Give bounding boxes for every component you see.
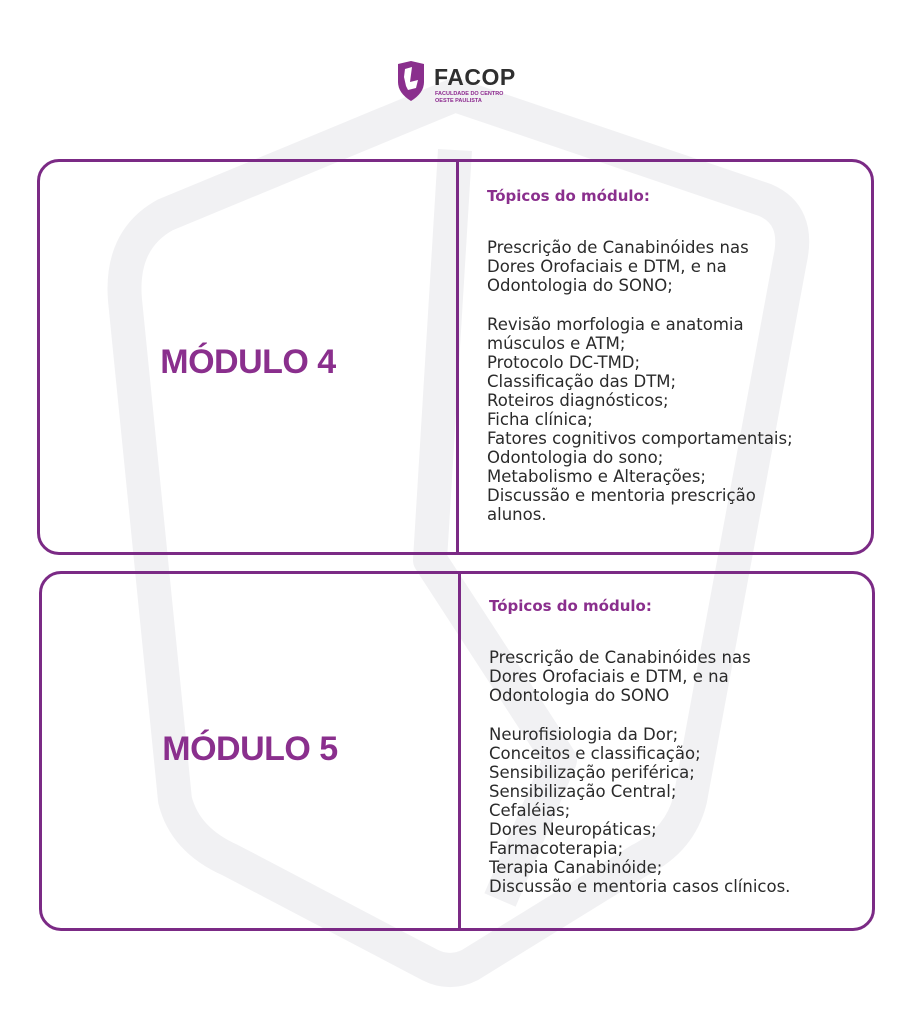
facop-shield-icon: [394, 60, 428, 102]
topic-line: Protocolo DC-TMD;: [487, 353, 641, 372]
module-topics: [489, 597, 858, 896]
topic-line: Discussão e mentoria casos clínicos.: [489, 877, 791, 896]
module-intro: [489, 648, 858, 705]
topic-line: Metabolismo e Alterações;: [487, 467, 706, 486]
topic-line: Neurofisiologia da Dor;: [489, 725, 679, 744]
topic-line: Classificação das DTM;: [487, 372, 677, 391]
facop-logo: [394, 60, 534, 110]
topic-list: [489, 725, 858, 896]
intro-line: Dores Orofaciais e DTM, e na: [487, 257, 727, 276]
topic-line: Odontologia do sono;: [487, 448, 664, 467]
module-title: MÓDULO 5: [162, 730, 338, 768]
topics-heading: Tópicos do módulo:: [487, 187, 650, 205]
intro-line: Odontologia do SONO;: [487, 276, 673, 295]
module-card-5: [39, 571, 875, 931]
brand-name: FACOP: [434, 64, 516, 90]
module-card-4: [37, 159, 874, 555]
topic-line: Revisão morfologia e anatomia: [487, 315, 744, 334]
topic-line: Terapia Canabinóide;: [489, 858, 663, 877]
topic-line: Sensibilização periférica;: [489, 763, 695, 782]
topic-line: Ficha clínica;: [487, 410, 593, 429]
topic-line: Cefaléias;: [489, 801, 571, 820]
topics-heading: Tópicos do módulo:: [489, 597, 652, 615]
module-intro: [487, 238, 857, 295]
intro-line: Prescrição de Canabinóides nas: [489, 648, 751, 667]
brand-subtitle-line: OESTE PAULISTA: [435, 98, 482, 104]
intro-line: Odontologia do SONO: [489, 686, 670, 705]
topic-line: músculos e ATM;: [487, 334, 626, 353]
topic-line: Dores Neuropáticas;: [489, 820, 657, 839]
module-title: MÓDULO 4: [160, 343, 336, 381]
card-divider: [458, 574, 461, 928]
topic-line: alunos.: [487, 505, 547, 524]
topic-line: Discussão e mentoria prescrição: [487, 486, 756, 505]
brand-subtitle: [435, 91, 525, 105]
topic-line: Roteiros diagnósticos;: [487, 391, 669, 410]
intro-line: Prescrição de Canabinóides nas: [487, 238, 749, 257]
topic-line: Conceitos e classificação;: [489, 744, 701, 763]
topic-list: [487, 315, 857, 524]
brand-subtitle-line: FACULDADE DO CENTRO: [435, 91, 504, 97]
topic-line: Fatores cognitivos comportamentais;: [487, 429, 793, 448]
intro-line: Dores Orofaciais e DTM, e na: [489, 667, 729, 686]
topic-line: Sensibilização Central;: [489, 782, 677, 801]
card-divider: [456, 162, 459, 552]
topic-line: Farmacoterapia;: [489, 839, 624, 858]
module-topics: [487, 187, 857, 524]
